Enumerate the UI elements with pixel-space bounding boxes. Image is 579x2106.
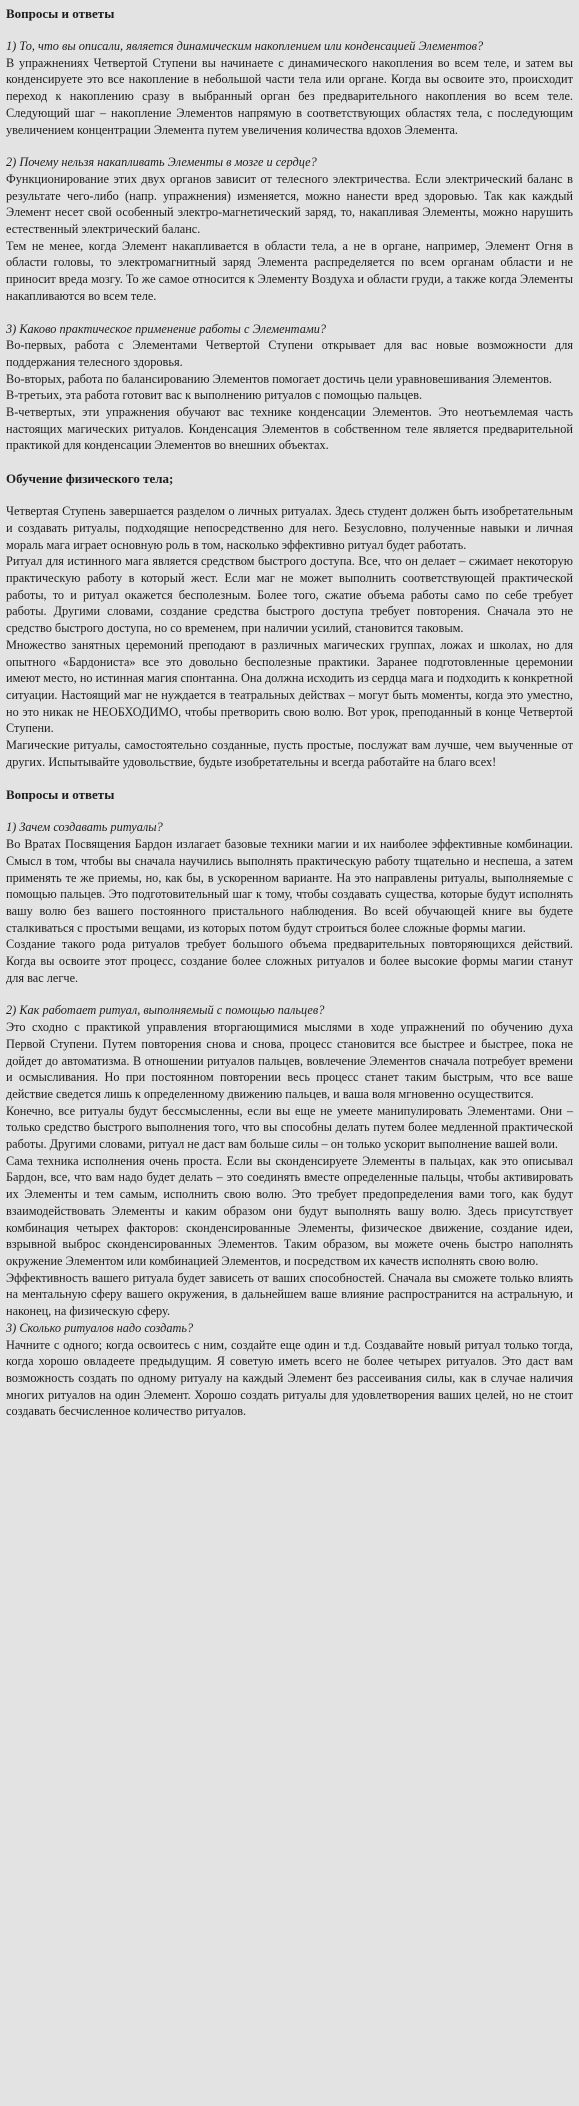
answer-paragraph: Конечно, все ритуалы будут бессмысленны, если вы еще не умеете манипулировать Элементами. Они – только средство быстрого выполнения того, что вы способны делать путем более медленной практической работы. Другими словами, ритуал не даст вам больше силы – он только ускорит выполнение вашей воли. bbox=[6, 1103, 573, 1152]
answer-paragraph: Эффективность вашего ритуала будет зависеть от ваших способностей. Сначала вы сможете только влиять на ментальную сферу вашего окружения, в дальнейшем ваше влияние распространится на астральную, и наконец, на физическую сферу. bbox=[6, 1270, 573, 1319]
body-paragraph: Множество занятных церемоний преподают в различных магических группах, ложах и школах, но для опытного «Бардониста» все это довольно бесполезные практики. Заранее подготовленные церемонии имеют место, но истинная магия спонтанна. Она должна исходить из сердца мага и подходить к конкретной ситуации. Настоящий маг не нуждается в театральных действах – могут быть моменты, когда это уместно, но это никак не НЕОБХОДИМО, чтобы претворить свою волю. Вот урок, преподанный в конце Четвертой Ступени. bbox=[6, 637, 573, 736]
answer-paragraph: Сама техника исполнения очень проста. Если вы сконденсируете Элементы в пальцах, как это описывал Бардон, все, что вам надо будет делать – это соединять вместе определенные пальцы, чтобы активировать их Элементы и тем самым, исполнить свою волю. Это требует предопределения вами того, как будут взаимодействовать Элементы и каким образом они будут выполнять вашу волю. Здесь присутствует комбинация четырех факторов: сконденсированные Элементы, физическое движение, создание идеи, взрывной выброс сконденсированных Элементов. Таким образом, вы можете очень быстро наполнять окружение Элементом или комбинацией Элементов, и посредством их качеств исполнять свою волю. bbox=[6, 1153, 573, 1268]
answer-paragraph: Это сходно с практикой управления вторгающимися мыслями в ходе упражнений по обучению духа Первой Ступени. Путем повторения снова и снова, процесс становится все быстрее и быстрее, пока не дойдет до автоматизма. В отношении ритуалов пальцев, вовлечение Элементов сначала потребует времени и осмысливания. Но при постоянном повторении весь процесс станет таким быстрым, что все ваше действие сведется лишь к определенному движению пальцев, и ваша воля мгновенно осуществится. bbox=[6, 1020, 573, 1101]
answer-paragraph: Во-вторых, работа по балансированию Элементов помогает достичь цели уравновешивания Элементов. bbox=[6, 371, 552, 386]
section-heading: Вопросы и ответы bbox=[6, 6, 115, 21]
answer-paragraph: В-третьих, эта работа готовит вас к выполнению ритуалов с помощью пальцев. bbox=[6, 388, 423, 403]
section-heading: Обучение физического тела; bbox=[6, 471, 174, 487]
answer-paragraph: В-четвертых, эти упражнения обучают вас технике конденсации Элементов. Это неотъемлемая часть настоящих магических ритуалов. Конденсация Элементов в собственном теле является предварительной практикой для конденсации Элементов во внешних объектах. bbox=[6, 405, 573, 453]
body-paragraph: Ритуал для истинного мага является средством быстрого доступа. Все, что он делает – сжимает некоторую практическую работу в который жест. Если маг не может выполнить соответствующей практической работы, то и ритуал окажется бесполезным. Более того, сжатие объема работы само по себе требует работы. Другими словами, создание средства быстрого доступа требует повторения. Сначала это не средство быстрого доступа, но со временем, при наличии усилий, становится таковым. bbox=[6, 554, 573, 636]
answer-paragraph: Во-первых, работа с Элементами Четвертой Ступени открывает для вас новые возможности для поддержания телесного здоровья. bbox=[6, 338, 573, 369]
answer-paragraph: В упражнениях Четвертой Ступени вы начинаете с динамического накопления во всем теле, и затем вы конденсируете это все накопление в небольшой части тела или органе. Когда вы освоите это, происходит переход к накоплению сразу в выбранный орган без предварительного накопления во всем теле. Следующий шаг – накопление Элементов напрямую в соответствующих областях тела, с последующим увеличением концентрации Элемента путем увеличения количества вдохов Элемента. bbox=[6, 55, 573, 137]
question: 3) Каково практическое применение работы с Элементами? bbox=[6, 321, 327, 336]
question: 2) Почему нельзя накапливать Элементы в мозге и сердце? bbox=[6, 155, 317, 170]
section-heading: Вопросы и ответы bbox=[6, 787, 115, 803]
question: 1) Зачем создавать ритуалы? bbox=[6, 820, 163, 835]
question: 2) Как работает ритуал, выполняемый с помощью пальцев? bbox=[6, 1003, 325, 1018]
answer-paragraph: Во Вратах Посвящения Бардон излагает базовые техники магии и их наиболее эффективные комбинации. Смысл в том, чтобы вы сначала научились выполнять практическую работу тщательно и неспеша, а затем применять те же приемы, но, как бы, в ускоренном варианте. На это направлены ритуалы, выполняемые с помощью пальцев. Это подготовительный шаг к тому, чтобы создавать существа, которые будут исполнять вашу волю без вашего постоянного пристального наблюдения. Во всей обучающей книге вы будете сталкиваться с простыми вещами, из которых потом будут строиться более сложные формы магии. bbox=[6, 837, 573, 935]
answer-paragraph: Функционирование этих двух органов зависит от телесного электричества. Если электрический баланс в результате чего-либо (напр. упражнения) изменяется, можно нанести вред здоровью. Так как каждый Элемент несет свой особенный электро-магнетический заряд, то, накапливая Элементы, можно нарушить естественный электрический баланс. bbox=[6, 171, 573, 237]
answer-paragraph: Создание такого рода ритуалов требует большого объема предварительных повторяющихся действий. Когда вы освоите этот процесс, создание более сложных ритуалов и более высокие формы магии станут для вас легче. bbox=[6, 937, 573, 985]
answer-paragraph: Начните с одного; когда освоитесь с ним, создайте еще один и т.д. Создавайте новый ритуал только тогда, когда хорошо овладеете предыдущим. Я советую иметь всего не более четырех ритуалов. Это даст вам возможность создать по одному ритуалу на каждый Элемент без рассеивания силы, как в случае наличия многих ритуалов на один Элемент. Хорошо создать ритуалы для удовлетворения ваших целей, но не стоит создавать бесчисленное количество ритуалов. bbox=[6, 1337, 573, 1419]
body-paragraph: Магические ритуалы, самостоятельно созданные, пусть простые, послужат вам лучше, чем выученные от других. Испытывайте удовольствие, будьте изобретательны и всегда работайте на благо всех! bbox=[6, 738, 573, 769]
question: 3) Сколько ритуалов надо создать? bbox=[6, 1320, 194, 1335]
answer-paragraph: Тем не менее, когда Элемент накапливается в области тела, а не в органе, например, Элемент Огня в области головы, то электромагнитный заряд Элемента распределяется по всем органам области и не приносит вреда мозгу. То же самое относится к Элементу Воздуха и области груди, а также когда Элементы накапливаются во всем теле. bbox=[6, 238, 573, 303]
question: 1) То, что вы описали, является динамическим накоплением или конденсацией Элементов? bbox=[6, 39, 484, 53]
body-paragraph: Четвертая Ступень завершается разделом о личных ритуалах. Здесь студент должен быть изобретательным и создавать ритуалы, подходящие непосредственно для него. Безусловно, полученные навыки и личная мораль мага играет основную роль в том, насколько эффективно ритуал будет работать. bbox=[6, 504, 573, 552]
